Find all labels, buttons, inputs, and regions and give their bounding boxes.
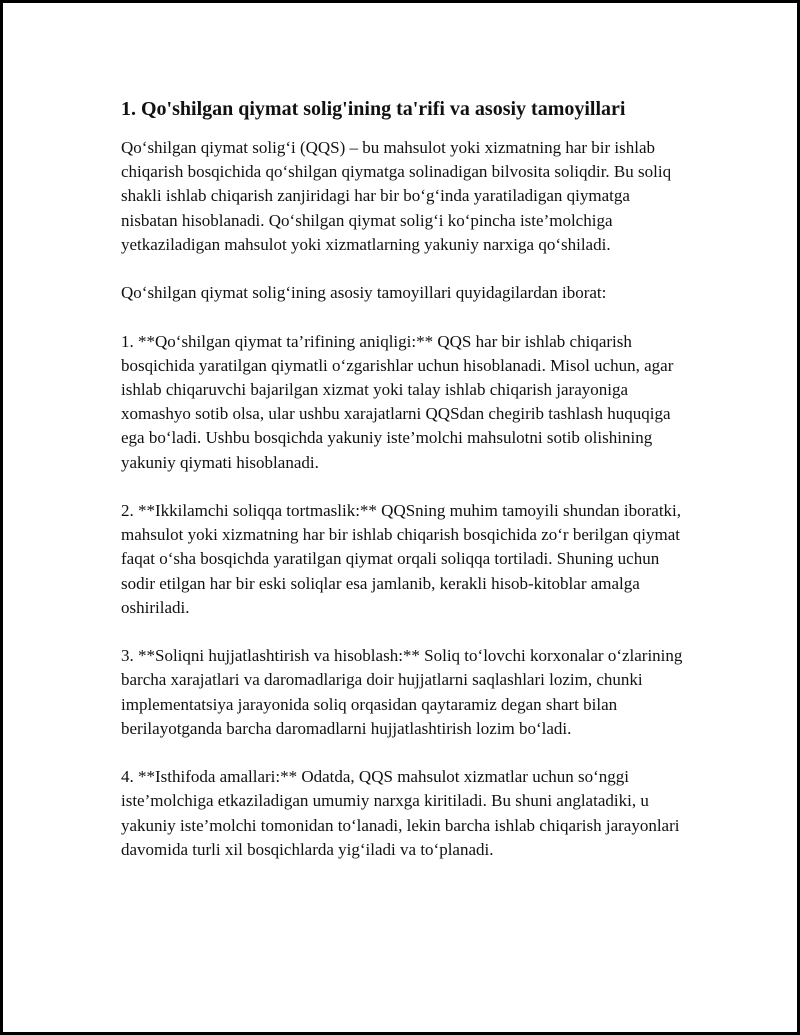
paragraph-principle-3: 3. **Soliqni hujjatlashtirish va hisoblash:** Soliq to‘lovchi korxonalar o‘zlarining barcha xarajatlari va daromadlariga doir hujjatlarni saqlashlari lozim, chunki implementatsiya jarayonida soliq orqasidan qaytaramiz degan shart bilan berilayotganda barcha daromadlarni hujjatlashtirish lozim bo‘ladi. <box>121 646 683 738</box>
paragraph-principles-intro: Qo‘shilgan qiymat solig‘ining asosiy tamoyillari quyidagilardan iborat: <box>121 283 607 303</box>
paragraph-definition: Qo‘shilgan qiymat solig‘i (QQS) – bu mahsulot yoki xizmatning har bir ishlab chiqarish bosqichida qo‘shilgan qiymatga solinadigan bilvosita soliqdir. Bu soliq shakli ishlab chiqarish zanjiridagi har bir bo‘g‘inda yaratiladigan qiymatga nisbatan hisoblanadi. Qo‘shilgan qiymat solig‘i ko‘pincha iste’molchiga yetkaziladigan mahsulot yoki xizmatlarning yakuniy narxiga qo‘shiladi. <box>121 138 672 254</box>
paragraph-principle-4: 4. **Isthifoda amallari:** Odatda, QQS mahsulot xizmatlar uchun so‘nggi iste’molchiga etkaziladigan umumiy narxga kiritiladi. Bu shuni anglatadiki, u yakuniy iste’molchi tomonidan to‘lanadi, lekin barcha ishlab chiqarish jarayonlari davomida turli xil bosqichlarda yig‘iladi va to‘planadi. <box>121 767 680 859</box>
section-heading: 1. Qo'shilgan qiymat solig'ining ta'rifi va asosiy tamoyillari <box>121 98 626 120</box>
paragraph-principle-2: 2. **Ikkilamchi soliqqa tortmaslik:** QQSning muhim tamoyili shundan iboratki, mahsulot yoki xizmatning har bir ishlab chiqarish bosqichida zo‘r berilgan qiymat faqat o‘sha bosqichda yaratilgan qiymat orqali soliqqa tortiladi. Shuning uchun sodir etilgan har bir eski soliqlar esa jamlanib, kerakli hisob-kitoblar amalga oshiriladi. <box>121 501 682 617</box>
paragraph-principle-1: 1. **Qo‘shilgan qiymat ta’rifining aniqligi:** QQS har bir ishlab chiqarish bosqichida yaratilgan qiymatli o‘zgarishlar uchun hisoblanadi. Misol uchun, agar ishlab chiqaruvchi bajarilgan xizmat yoki talay ishlab chiqarish jarayoniga xomashyo sotib olsa, ular ushbu xarajatlarni QQSdan chegirib tashlash huquqiga ega bo‘ladi. Ushbu bosqichda yakuniy iste’molchi mahsulotni sotib olishining yakuniy qiymati hisoblanadi. <box>121 331 674 472</box>
